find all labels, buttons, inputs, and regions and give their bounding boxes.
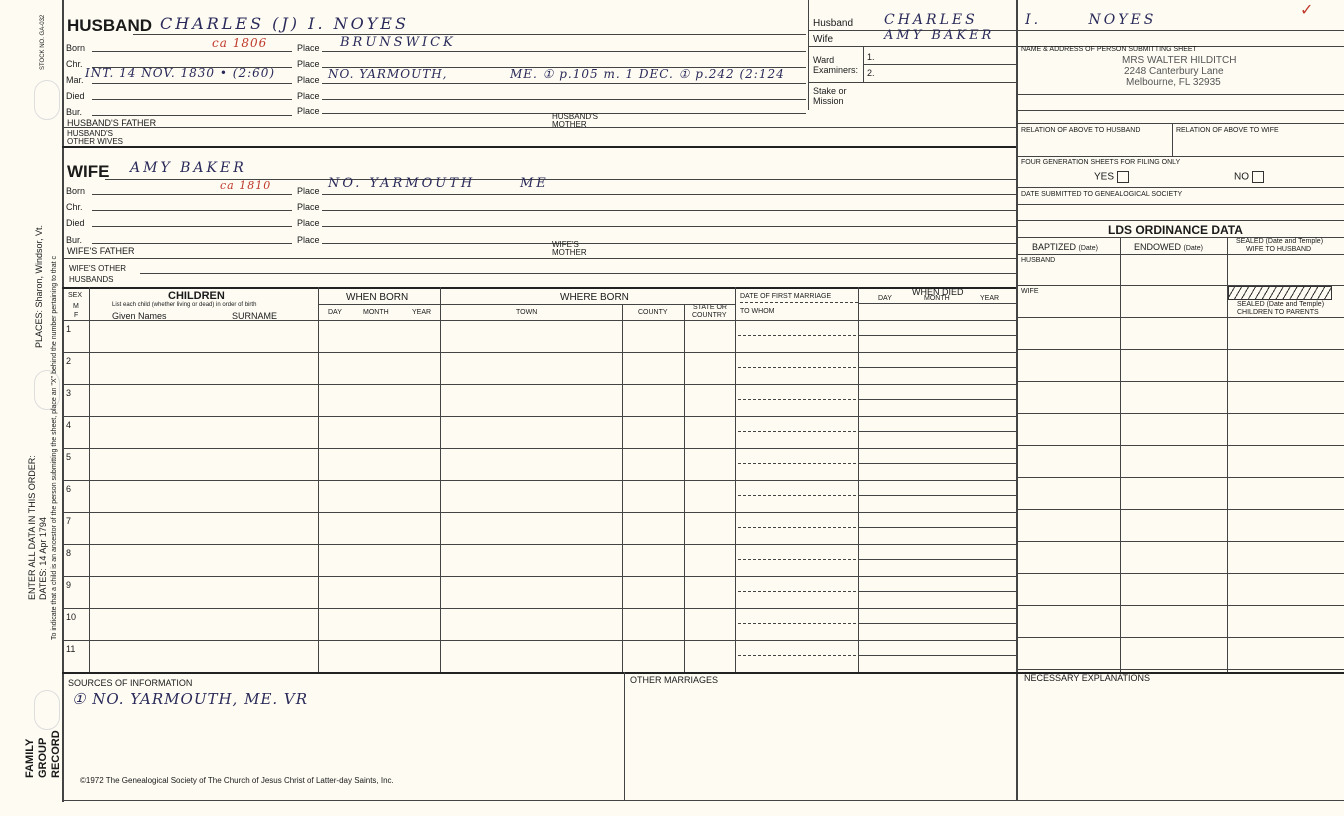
- wife-born-place: NO. YARMOUTH: [328, 176, 476, 191]
- side-husband-value: CHARLES I. NOYES: [884, 12, 1157, 28]
- husband-father-label: HUSBAND'S FATHER: [67, 118, 157, 128]
- side-wife-value: AMY BAKER: [884, 28, 995, 43]
- born-day: DAY: [328, 309, 342, 316]
- child-row-number: 6: [66, 484, 72, 494]
- child-row[interactable]: [62, 480, 1016, 512]
- child-row[interactable]: [62, 640, 1016, 672]
- husband-chr-label: Chr.: [66, 59, 83, 69]
- surname-header: SURNAME: [232, 311, 278, 321]
- child-row[interactable]: [62, 320, 1016, 352]
- child-row-number: 11: [66, 644, 76, 654]
- child-row-number: 2: [66, 356, 72, 366]
- baptized-label: BAPTIZED: [1032, 242, 1077, 252]
- order-line-1: ENTER ALL DATA IN THIS ORDER:: [27, 455, 37, 600]
- wife-bur-label: Bur.: [66, 235, 83, 245]
- husband-mar-place-label: Place: [297, 75, 320, 85]
- wife-father-label: WIFE'S FATHER: [67, 246, 135, 256]
- child-row[interactable]: [62, 416, 1016, 448]
- husband-mar-label: Mar.: [66, 75, 84, 85]
- order-line-2: DATES: 14 Apr 1794: [38, 517, 48, 600]
- to-whom-header: TO WHOM: [740, 308, 775, 315]
- endowed-label: ENDOWED: [1134, 242, 1181, 252]
- submitter-line-2: 2248 Canterbury Lane: [1124, 66, 1224, 77]
- born-month: MONTH: [363, 309, 389, 316]
- child-row-number: 8: [66, 548, 72, 558]
- places-line: PLACES: Sharon, Windsor, Vt.: [34, 224, 44, 348]
- husband-mar-place: NO. YARMOUTH,: [328, 67, 448, 81]
- record-title-2: GROUP: [37, 737, 49, 778]
- side-wife-label: Wife: [813, 34, 833, 45]
- lds-husband-label: HUSBAND: [1021, 257, 1056, 264]
- sex-f: F: [74, 312, 79, 319]
- child-row[interactable]: [62, 576, 1016, 608]
- examiners-label: Examiners:: [813, 65, 859, 75]
- wife-chr-label: Chr.: [66, 202, 83, 212]
- husband-born-value: ca 1806: [212, 36, 268, 50]
- given-names-header: Given Names: [112, 311, 167, 321]
- hatched-cell: [1228, 286, 1332, 300]
- necessary-explanations-label: NECESSARY EXPLANATIONS: [1024, 673, 1151, 683]
- examiner-2: 2.: [867, 68, 875, 78]
- husband-heading: HUSBAND: [67, 16, 152, 35]
- yes-checkbox[interactable]: [1094, 171, 1129, 183]
- child-row-number: 9: [66, 580, 72, 590]
- where-born-header: WHERE BORN: [560, 292, 629, 303]
- stock-number: STOCK NO. GA-032: [40, 14, 46, 70]
- died-year: YEAR: [980, 295, 1000, 302]
- child-row-number: 5: [66, 452, 72, 462]
- child-row[interactable]: [62, 544, 1016, 576]
- sealed-children-label-1: SEALED (Date and Temple): [1237, 301, 1325, 308]
- child-row[interactable]: [62, 352, 1016, 384]
- record-title-3: RECORD: [50, 730, 62, 778]
- record-title-1: FAMILY: [24, 738, 36, 778]
- wife-other-husbands-1: WIFE'S OTHER: [69, 264, 127, 273]
- no-box[interactable]: [1252, 171, 1264, 183]
- child-row[interactable]: [62, 448, 1016, 480]
- child-row-number: 10: [66, 612, 77, 622]
- husband-born-place-label: Place: [297, 43, 320, 53]
- wife-mother-label-1: WIFE'S: [552, 240, 579, 249]
- died-day: DAY: [878, 295, 892, 302]
- stake-label-2: Mission: [813, 96, 844, 106]
- child-row-number: 4: [66, 420, 72, 430]
- husband-name: CHARLES (J) I. NOYES: [160, 14, 409, 33]
- sources-label: SOURCES OF INFORMATION: [68, 678, 193, 688]
- relation-wife-label: RELATION OF ABOVE TO WIFE: [1176, 127, 1279, 134]
- died-month: MONTH: [924, 295, 950, 302]
- children-table-bottom: [62, 672, 1344, 674]
- wife-bur-place-label: Place: [297, 235, 320, 245]
- wife-chr-place-label: Place: [297, 202, 320, 212]
- lds-title: LDS ORDINANCE DATA: [1108, 223, 1243, 237]
- endowed-header: [1134, 242, 1203, 252]
- wife-section-end: [62, 287, 1016, 289]
- child-row[interactable]: [62, 608, 1016, 640]
- lds-wife-label: WIFE: [1021, 288, 1039, 295]
- yes-box[interactable]: [1117, 171, 1129, 183]
- wife-born-value: ca 1810: [220, 179, 272, 192]
- born-year: YEAR: [412, 309, 432, 316]
- wife-died-label: Died: [66, 218, 85, 228]
- punch-hole: [34, 690, 60, 730]
- sex-header: SEX: [68, 292, 83, 299]
- husband-born-place: BRUNSWICK: [340, 35, 456, 50]
- wife-heading: WIFE: [67, 162, 110, 181]
- husband-chr-place-label: Place: [297, 59, 320, 69]
- sex-m: M: [73, 303, 79, 310]
- wife-mother-label-2: MOTHER: [552, 248, 587, 257]
- husband-bur-label: Bur.: [66, 107, 83, 117]
- children-header: CHILDREN: [168, 290, 225, 302]
- four-gen-label: FOUR GENERATION SHEETS FOR FILING ONLY: [1021, 159, 1181, 166]
- wife-other-husbands-2: HUSBANDS: [69, 275, 114, 284]
- wife-died-place-label: Place: [297, 218, 320, 228]
- date-submitted-label: DATE SUBMITTED TO GENEALOGICAL SOCIETY: [1021, 191, 1183, 198]
- frame-mid: [808, 0, 809, 110]
- side-husband-label: Husband: [813, 18, 854, 29]
- husband-born-label: Born: [66, 43, 86, 53]
- husband-died-place-label: Place: [297, 91, 320, 101]
- punch-hole: [34, 80, 60, 120]
- baptized-date-label: (Date): [1078, 245, 1098, 252]
- when-died-header: WHEN DIED: [912, 287, 964, 297]
- endowed-date-label: (Date): [1183, 245, 1203, 252]
- wife-born-label: Born: [66, 186, 86, 196]
- state-header-2: COUNTRY: [692, 312, 727, 319]
- children-note: List each child (whether living or dead) in order of birth: [112, 302, 257, 308]
- ward-label: Ward: [813, 55, 835, 65]
- sources-value: ① NO. YARMOUTH, ME. VR: [72, 690, 309, 708]
- sealed-wife-label-2: WIFE TO HUSBAND: [1246, 246, 1312, 253]
- stake-label-1: Stake or: [813, 86, 847, 96]
- sealed-children-label-2: CHILDREN TO PARENTS: [1237, 309, 1319, 316]
- state-header-1: STATE OR: [693, 304, 727, 311]
- husband-mar-place-extra: ME. ① p.105 m. 1 DEC. ① p.242 (2:124: [510, 67, 785, 81]
- child-row[interactable]: [62, 384, 1016, 416]
- when-born-header: WHEN BORN: [346, 292, 409, 303]
- yes-label: YES: [1094, 171, 1115, 183]
- check-mark-icon: ✓: [1300, 2, 1314, 19]
- child-row-number: 3: [66, 388, 72, 398]
- child-row-number: 1: [66, 324, 72, 334]
- husband-died-label: Died: [66, 91, 85, 101]
- husband-other-wives-2: OTHER WIVES: [67, 137, 124, 146]
- county-header: COUNTY: [638, 309, 668, 316]
- child-row[interactable]: [62, 512, 1016, 544]
- husband-section-end: [62, 146, 1016, 148]
- submitter-line-3: Melbourne, FL 32935: [1126, 77, 1221, 88]
- copyright: ©1972 The Genealogical Society of The Church of Jesus Christ of Latter-day Saints, Inc.: [80, 776, 394, 785]
- examiner-1: 1.: [867, 52, 875, 62]
- no-checkbox[interactable]: [1234, 171, 1264, 183]
- relation-husband-label: RELATION OF ABOVE TO HUSBAND: [1021, 127, 1141, 134]
- ancestor-instruction: To indicate that a child is an ancestor of the person submitting the sheet, place an "X" behind the number pertaining to that c: [51, 256, 58, 640]
- submitter-line-1: MRS WALTER HILDITCH: [1122, 55, 1237, 66]
- other-marriages-label: OTHER MARRIAGES: [630, 675, 719, 685]
- first-marriage-header: DATE OF FIRST MARRIAGE: [740, 293, 832, 300]
- submitter-label: NAME & ADDRESS OF PERSON SUBMITTING SHEET: [1021, 46, 1197, 53]
- town-header: TOWN: [516, 309, 538, 316]
- sealed-wife-label-1: SEALED (Date and Temple): [1236, 238, 1324, 245]
- husband-other-wives-1: HUSBAND'S: [67, 129, 113, 138]
- frame-right: [1016, 0, 1018, 800]
- husband-mother-label-1: HUSBAND'S: [552, 112, 598, 121]
- wife-name: AMY BAKER: [130, 160, 247, 176]
- husband-mar-value: INT. 14 NOV. 1830 • (2:60): [85, 66, 276, 80]
- no-label: NO: [1234, 171, 1249, 183]
- husband-mother-label-2: MOTHER: [552, 120, 587, 129]
- baptized-header: [1032, 242, 1098, 252]
- husband-bur-place-label: Place: [297, 106, 320, 116]
- wife-born-place-label: Place: [297, 186, 320, 196]
- wife-born-state: ME: [520, 176, 549, 191]
- child-row-number: 7: [66, 516, 72, 526]
